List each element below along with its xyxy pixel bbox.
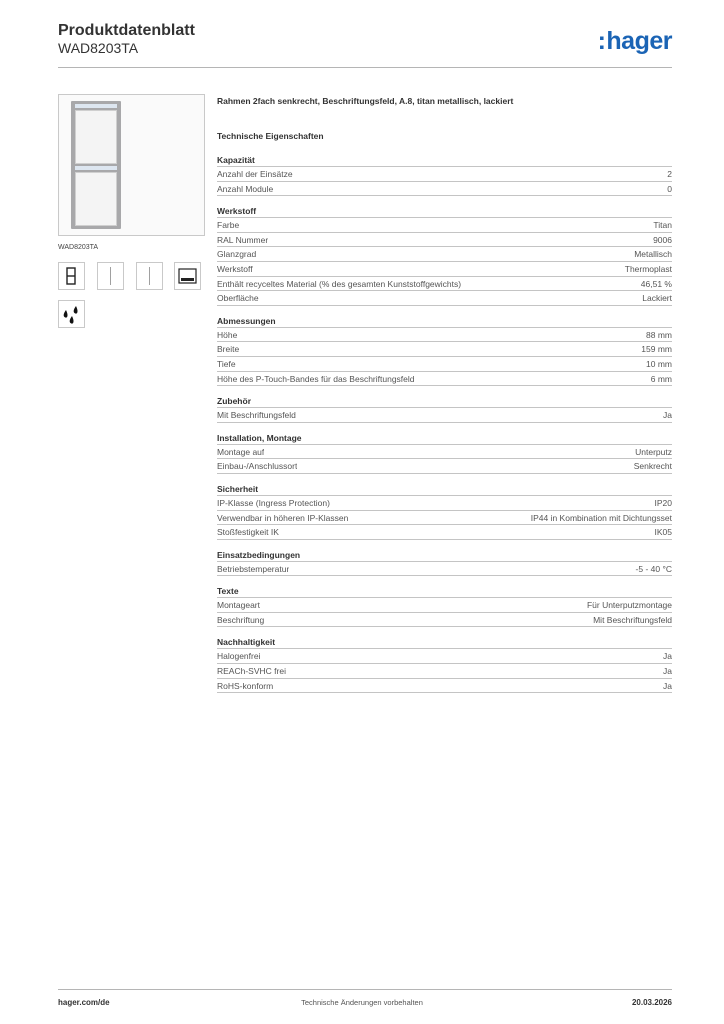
- spec-label: Verwendbar in höheren IP-Klassen: [217, 512, 349, 523]
- spec-value: 0: [667, 183, 672, 194]
- spec-section: [217, 316, 672, 386]
- spec-label: IP-Klasse (Ingress Protection): [217, 497, 330, 508]
- spec-row: [217, 342, 672, 357]
- document-title: Produktdatenblatt: [58, 22, 195, 39]
- spec-section: [217, 155, 672, 196]
- spec-label: Mit Beschriftungsfeld: [217, 410, 296, 421]
- spec-row: [217, 277, 672, 292]
- spec-label: Anzahl der Einsätze: [217, 169, 293, 179]
- spec-value: 10 mm: [646, 358, 672, 369]
- section-title: Werkstoff: [217, 206, 672, 218]
- spec-row: [217, 167, 672, 182]
- section-title: Installation, Montage: [217, 433, 672, 445]
- spec-label: Höhe: [217, 329, 238, 340]
- section-title: Texte: [217, 586, 672, 598]
- spec-sections: [217, 155, 672, 693]
- spec-value: 46,51 %: [640, 278, 672, 289]
- water-drops-icon: [58, 300, 85, 328]
- footer-website: hager.com/de: [58, 998, 110, 1007]
- spec-label: Beschriftung: [217, 614, 265, 625]
- spec-label: Enthält recyceltes Material (% des gesamten Kunststoffgewichts): [217, 278, 462, 289]
- spec-value: Thermoplast: [624, 263, 672, 274]
- spec-label: Betriebstemperatur: [217, 563, 290, 574]
- footer-date: 20.03.2026: [631, 998, 672, 1007]
- spec-label: Oberfläche: [217, 293, 259, 304]
- double-frame-illustration: [71, 101, 121, 229]
- spec-section: [217, 637, 672, 693]
- spec-value: Titan: [653, 220, 672, 231]
- spec-label: Farbe: [217, 220, 240, 231]
- header-divider: [58, 67, 672, 68]
- spec-row: [217, 649, 672, 664]
- spec-label: Breite: [217, 344, 240, 355]
- spec-value: 88 mm: [646, 329, 672, 340]
- spec-value: Unterputz: [635, 446, 672, 457]
- spec-label: Werkstoff: [217, 263, 253, 274]
- spec-section: [217, 206, 672, 306]
- spec-label: RAL Nummer: [217, 234, 269, 245]
- spec-value: IP44 in Kombination mit Dichtungsset: [530, 512, 672, 523]
- spec-value: Lackiert: [642, 293, 672, 304]
- spec-value: Ja: [663, 666, 672, 677]
- spec-row: [217, 598, 672, 613]
- spec-row: [217, 233, 672, 248]
- spec-row: [217, 459, 672, 474]
- spec-row: [217, 357, 672, 372]
- spec-value: Ja: [663, 680, 672, 691]
- spec-label: Montage auf: [217, 446, 265, 457]
- spec-value: -5 - 40 °C: [635, 563, 672, 574]
- spec-value: IK05: [654, 527, 672, 538]
- hager-logo: :hager: [597, 27, 672, 55]
- vertical-line-icon: [136, 262, 163, 290]
- spec-label: Glanzgrad: [217, 249, 257, 260]
- spec-value: Senkrecht: [633, 461, 672, 472]
- spec-row: [217, 291, 672, 306]
- spec-label: REACh-SVHC frei: [217, 666, 286, 677]
- spec-row: [217, 218, 672, 233]
- spec-value: Für Unterputzmontage: [586, 600, 672, 611]
- spec-content: [217, 96, 672, 693]
- product-code: WAD8203TA: [58, 40, 139, 56]
- spec-row: [217, 679, 672, 694]
- spec-label: Einbau-/Anschlussort: [217, 461, 298, 472]
- product-description: Rahmen 2fach senkrecht, Beschriftungsfeld, A.8, titan metallisch, lackiert: [217, 96, 514, 106]
- spec-row: [217, 262, 672, 277]
- spec-value: 9006: [653, 234, 672, 245]
- spec-row: [217, 562, 672, 577]
- spec-value: 2: [667, 169, 672, 179]
- spec-value: Ja: [663, 410, 672, 421]
- specs-title: Technische Eigenschaften: [217, 131, 324, 141]
- spec-value: 6 mm: [650, 373, 672, 384]
- spec-value: Ja: [663, 651, 672, 662]
- spec-row: [217, 182, 672, 197]
- spec-row: [217, 445, 672, 460]
- section-title: Einsatzbedingungen: [217, 550, 672, 562]
- spec-row: [217, 664, 672, 679]
- product-image: [58, 94, 205, 236]
- spec-row: [217, 613, 672, 628]
- spec-row: [217, 525, 672, 540]
- section-title: Nachhaltigkeit: [217, 637, 672, 649]
- spec-value: Metallisch: [634, 249, 672, 260]
- spec-label: Tiefe: [217, 358, 236, 369]
- image-caption: WAD8203TA: [58, 244, 99, 251]
- spec-section: [217, 433, 672, 474]
- section-title: Zubehör: [217, 396, 672, 408]
- spec-row: [217, 496, 672, 511]
- spec-row: [217, 328, 672, 343]
- spec-label: RoHS-konform: [217, 680, 274, 691]
- spec-label: Montageart: [217, 600, 260, 611]
- spec-row: [217, 372, 672, 387]
- section-title: Abmessungen: [217, 316, 672, 328]
- label-field-icon: [174, 262, 201, 290]
- spec-label: Anzahl Module: [217, 183, 274, 194]
- spec-section: [217, 396, 672, 423]
- spec-section: [217, 550, 672, 577]
- spec-value: IP20: [654, 497, 672, 508]
- spec-row: [217, 408, 672, 423]
- spec-label: Stoßfestigkeit IK: [217, 527, 279, 538]
- spec-value: 159 mm: [641, 344, 672, 355]
- spec-row: [217, 247, 672, 262]
- vertical-line-icon: [97, 262, 124, 290]
- spec-label: Höhe des P-Touch-Bandes für das Beschriftungsfeld: [217, 373, 415, 384]
- spec-section: [217, 586, 672, 627]
- spec-row: [217, 511, 672, 526]
- spec-section: [217, 484, 672, 540]
- double-frame-icon: [58, 262, 85, 290]
- spec-label: Halogenfrei: [217, 651, 261, 662]
- section-title: Kapazität: [217, 155, 672, 167]
- spec-value: Mit Beschriftungsfeld: [593, 614, 672, 625]
- footer-divider: [58, 989, 672, 990]
- footer-notice: Technische Änderungen vorbehalten: [301, 998, 423, 1007]
- section-title: Sicherheit: [217, 484, 672, 496]
